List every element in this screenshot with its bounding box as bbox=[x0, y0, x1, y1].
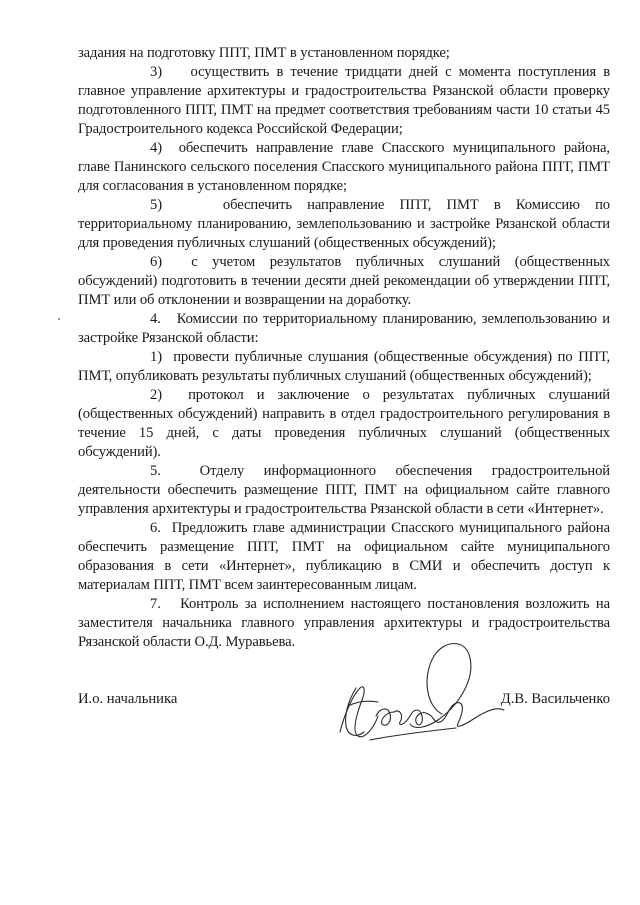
margin-mark bbox=[58, 318, 60, 320]
paragraph-section-6: 6. Предложить главе администрации Спасского муниципального района обеспечить размещение ППТ, ПМТ на официальном сайте муниципального образования в сети «Интернет», публикацию в СМИ и обеспечить доступ к материалам ППТ, ПМТ всем заинтересованным лицам. bbox=[78, 520, 610, 593]
paragraph-section-4-item-2: 2) протокол и заключение о результатах публичных слушаний (общественных обсуждений) направить в отдел градостроительного регулирования в течение 15 дней, с даты проведения публичных слушаний (общественных обсуждений). bbox=[78, 387, 610, 460]
document-body bbox=[78, 44, 610, 652]
paragraph-section-7: 7. Контроль за исполнением настоящего постановления возложить на заместителя начальника главного управления архитектуры и градостроительства Рязанской области О.Д. Муравьева. bbox=[78, 596, 610, 650]
paragraph-item-3: 3) осуществить в течение тридцати дней с момента поступления в главное управление архитектуры и градостроительства Рязанской области проверку подготовленного ППТ, ПМТ на предмет соответствия требованиям части 10 статьи 45 Градостроительного кодекса Российской Федерации; bbox=[78, 64, 610, 137]
paragraph-section-4: 4. Комиссии по территориальному планированию, землепользованию и застройке Рязанской области: bbox=[78, 311, 610, 346]
paragraph-item-5: 5) обеспечить направление ППТ, ПМТ в Комиссию по территориальному планированию, землепользованию и застройке Рязанской области для проведения публичных слушаний (общественных обсуждений); bbox=[78, 197, 610, 251]
paragraph-section-5: 5. Отделу информационного обеспечения градостроительной деятельности обеспечить размещение ППТ, ПМТ на официальном сайте главного управления архитектуры и градостроительства Рязанской области в сети «Интернет». bbox=[78, 463, 610, 517]
paragraph-continuation: задания на подготовку ППТ, ПМТ в установленном порядке; bbox=[78, 45, 450, 61]
paragraph-item-4: 4) обеспечить направление главе Спасского муниципального района, главе Панинского сельского поселения Спасского муниципального района ППТ, ПМТ для согласования в установленном порядке; bbox=[78, 140, 610, 194]
paragraph-item-6: 6) с учетом результатов публичных слушаний (общественных обсуждений) подготовить в течении десяти дней рекомендации об утверждении ППТ, ПМТ или об отклонении и возвращении на доработку. bbox=[78, 254, 610, 308]
paragraph-section-4-item-1: 1) провести публичные слушания (общественные обсуждения) по ППТ, ПМТ, опубликовать результаты публичных слушаний (общественных обсуждений); bbox=[78, 349, 610, 384]
signer-name: Д.В. Васильченко bbox=[500, 691, 610, 707]
position-title: И.о. начальника bbox=[78, 691, 178, 707]
handwritten-signature bbox=[330, 636, 510, 748]
